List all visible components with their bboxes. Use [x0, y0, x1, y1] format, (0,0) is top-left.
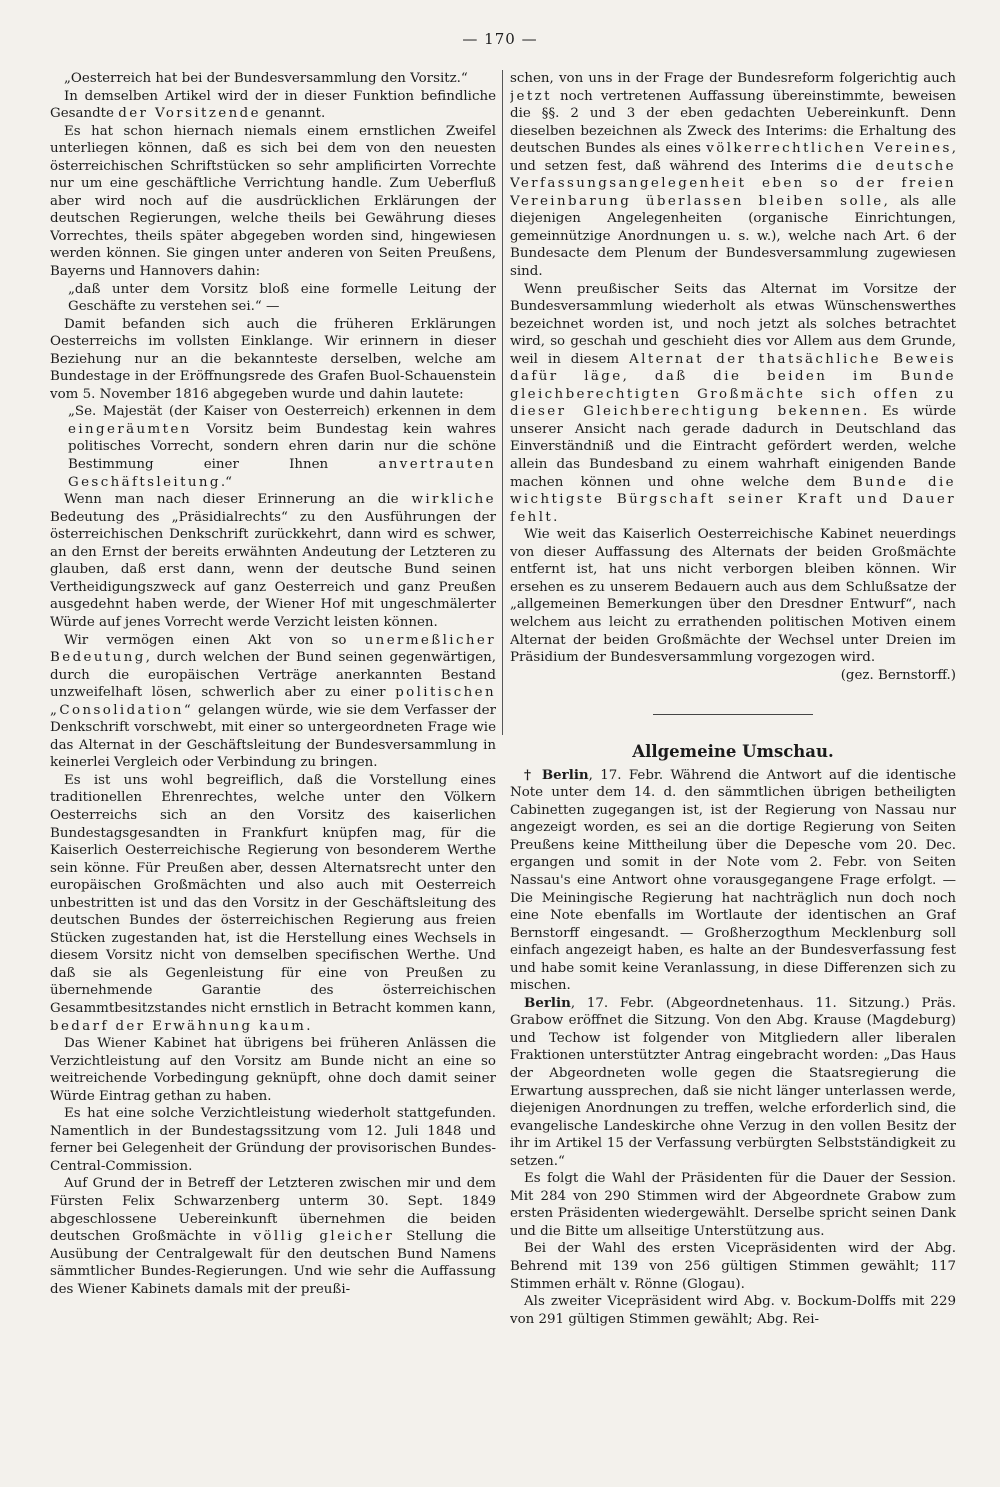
- news-item: † Berlin, 17. Febr. Während die Antwort auf die identische Note unter dem 14. d. den sämmtlichen übrigen betheiligten Cabinetten zugegangen ist, ist der Regierung von Nassau nur angezeigt worden, es sei an die dortige Regierung von Seiten Preußens keine Mittheilung über die Depesche vom 20. Dec. ergangen und somit in der Note vom 2. Febr. von Seiten Nassau's eine Antwort ohne vorausgegangene Frage erfolgt. — Die Meiningische Regierung hat nachträglich nun doch noch eine Note ebenfalls im Wortlaute der identischen an Graf Bernstorff eingesandt. — Großherzogthum Mecklenburg soll einfach angezeigt haben, es halte an der Bundesverfassung fest und habe somit keine Veranlassung, in diese Differenzen sich zu mischen.: [510, 766, 956, 994]
- paragraph: Bei der Wahl des ersten Vicepräsidenten wird der Abg. Behrend mit 139 von 256 gültigen Stimmen gewählt; 117 Stimmen erhält v. Rönne (Glogau).: [510, 1241, 956, 1292]
- paragraph: Wenn man nach dieser Erinnerung an die wirkliche Bedeutung des „Präsidialrechts“ zu den Ausführungen der österreichischen Denkschrift zurückkehrt, dann wird es schwer, an den Ernst der bereits erwähnten Andeutung der Letzteren zu glauben, daß erst dann, wenn der deutsche Bund seinen Vertheidigungszweck auf ganz Oesterreich und ganz Preußen ausgedehnt haben werde, der Wiener Hof mit ungeschmälerter Würde auf jenes Vorrecht werde Verzicht leisten können.: [50, 492, 496, 630]
- paragraph: Wenn preußischer Seits das Alternat im Vorsitze der Bundesversammlung wiederholt als etwas Wünschenswerthes bezeichnet worden ist, und noch jetzt als solches betrachtet wird, so geschah und geschieht dies vor Allem aus dem Grunde, weil in diesem Alternat der thatsächliche Beweis dafür läge, daß die beiden im Bunde gleichberechtigten Großmächte sich offen zu dieser Gleichberechtigung bekennen. Es würde unserer Ansicht nach gerade dadurch in Deutschland das Einverständniß und die Eintracht gefördert werden, welche allein das Bundesband zu einem wahrhaft einigenden Bande machen können und ohne welche dem Bunde die wichtigste Bürgschaft seiner Kraft und Dauer fehlt.: [510, 281, 956, 525]
- paragraph: Als zweiter Vicepräsident wird Abg. v. Bockum-Dolffs mit 229 von 291 gültigen Stimmen gewählt; Abg. Rei-: [510, 1294, 956, 1327]
- page-number: — 170 —: [462, 30, 538, 48]
- paragraph: Es ist uns wohl begreiflich, daß die Vorstellung eines traditionellen Ehrenrechtes, welche unter den Völkern Oesterreichs sich an den Vorsitz des kaiserlichen Bundestagsgesandten in Frankfurt knüpfen mag, für die Kaiserlich Oesterreichische Regierung von besonderem Werthe sein könne. Für Preußen aber, dessen Alternatsrecht unter den europäischen Großmächten und also auch mit Oesterreich unbestritten ist und das den Vorsitz in der Geschäftsleitung des deutschen Bundes der österreichischen Regierung aus freien Stücken zugestanden hat, ist die Herstellung eines Wechsels in diesem Vorsitz nicht von demselben specifischen Werthe. Und daß sie als Gegenleistung für eine von Preußen zu übernehmende Garantie des österreichischen Gesammtbesitzstandes nicht ernstlich in Betracht kommen kann, bedarf der Erwähnung kaum.: [50, 772, 496, 1034]
- right-column: [510, 70, 956, 1470]
- left-column: [50, 70, 496, 1470]
- quote: „Se. Majestät (der Kaiser von Oesterreich) erkennen in dem eingeräumten Vorsitz beim Bundestag kein wahres politisches Vorrecht, sondern ehren darin nur die schöne Bestimmung einer Ihnen anvertrauten Geschäftsleitung.“: [68, 404, 496, 490]
- signature: (gez. Bernstorff.): [840, 667, 956, 683]
- section-rule: [653, 714, 813, 715]
- paragraph: In demselben Artikel wird der in dieser Funktion befindliche Gesandte der Vorsitzende genannt.: [50, 88, 496, 122]
- paragraph: Wie weit das Kaiserlich Oesterreichische Kabinet neuerdings von dieser Auffassung des Alternats der beiden Großmächte entfernt ist, hat uns nicht verborgen bleiben können. Wir ersehen es zu unserem Bedauern auch aus dem Schlußsatze der „allgemeinen Bemerkungen über den Dresdner Entwurf“, nach welchem aus leicht zu errathenden politischen Motiven einem Alternat der beiden Großmächte der Wechsel unter Dreien im Präsidium der Bundesversammlung vorgezogen wird.: [510, 527, 956, 666]
- paragraph: „Oesterreich hat bei der Bundesversammlung den Vorsitz.“: [64, 71, 468, 86]
- paragraph: Es folgt die Wahl der Präsidenten für die Dauer der Session. Mit 284 von 290 Stimmen wird der Abgeordnete Grabow zum ersten Präsidenten wiedergewählt. Derselbe spricht seinen Dank und die Bitte um allseitige Unterstützung aus.: [510, 1171, 956, 1239]
- section-heading: Allgemeine Umschau.: [632, 742, 834, 762]
- paragraph: schen, von uns in der Frage der Bundesreform folgerichtig auch jetzt noch vertretenen Auffassung übereinstimmte, beweisen die §§. 2 und 3 der eben gedachten Uebereinkunft. Denn dieselben bezeichnen als Zweck des Interims: die Erhaltung des deutschen Bundes als eines völkerrechtlichen Vereines, und setzen fest, daß während des Interims die deutsche Verfassungsangelegenheit eben so der freien Vereinbarung überlassen bleiben solle, als alle diejenigen Angelegenheiten (organische Einrichtungen, gemeinnützige Anordnungen u. s. w.), welche nach Art. 6 der Bundesacte dem Plenum der Bundesversammlung zugewiesen sind.: [510, 71, 956, 280]
- paragraph: Es hat schon hiernach niemals einem ernstlichen Zweifel unterliegen können, daß es sich bei dem von den neuesten österreichischen Schriftstücken so sehr amplificirten Vorrechte nur um eine geschäftliche Verrichtung handle. Zum Ueberfluß aber wird noch auf die ausdrücklichen Erklärungen der deutschen Regierungen, welche theils bei Gewährung dieses Vorrechtes, theils später abgegeben worden sind, hingewiesen werden können. Sie gingen unter anderen von Seiten Preußens, Bayerns und Hannovers dahin:: [50, 123, 496, 280]
- paragraph: Das Wiener Kabinet hat übrigens bei früheren Anlässen die Verzichtleistung auf den Vorsitz am Bunde nicht an eine so weitreichende Vorbedingung geknüpft, ohne doch damit seiner Würde Eintrag gethan zu haben.: [50, 1036, 496, 1104]
- paragraph: Es hat eine solche Verzichtleistung wiederholt stattgefunden. Namentlich in der Bundestagssitzung vom 12. Juli 1848 und ferner bei Gelegenheit der Gründung der provisorischen Bundes-Central-Commission.: [50, 1106, 496, 1174]
- paragraph: Wir vermögen einen Akt von so unermeßlicher Bedeutung, durch welchen der Bund seinen gegenwärtigen, durch die europäischen Verträge anerkannten Bestand unzweifelhaft lösen, schwerlich aber zu einer politischen „Consolidation“ gelangen würde, wie sie dem Verfasser der Denkschrift vorschwebt, mit einer so untergeordneten Frage wie das Alternat in der Geschäftsleitung der Bundesversammlung in keinerlei Vergleich oder Verbindung zu bringen.: [50, 632, 496, 771]
- paragraph: Damit befanden sich auch die früheren Erklärungen Oesterreichs im vollsten Einklange. Wir erinnern in dieser Beziehung nur an die bekannteste derselben, welche am Bundestage in der Eröffnungsrede des Grafen Buol-Schauenstein vom 5. November 1816 abgegeben wurde und dahin lautete:: [50, 316, 496, 402]
- column-divider: [502, 70, 503, 735]
- paragraph: Auf Grund der in Betreff der Letzteren zwischen mir und dem Fürsten Felix Schwarzenberg unterm 30. Sept. 1849 abgeschlossene Uebereinkunft übernehmen die beiden deutschen Großmächte in völlig gleicher Stellung die Ausübung der Centralgewalt für den deutschen Bund Namens sämmtlicher Bundes-Regierungen. Und wie sehr die Auffassung des Wiener Kabinets damals mit der preußi-: [50, 1176, 496, 1297]
- news-item: Berlin, 17. Febr. (Abgeordnetenhaus. 11. Sitzung.) Präs. Grabow eröffnet die Sitzung. Von den Abg. Krause (Magdeburg) und Techow ist folgender von Mitgliedern aller liberalen Fraktionen unterstützter Antrag eingebracht worden: „Das Haus der Abgeordneten wolle gegen die Staatsregierung die Erwartung aussprechen, daß sie nicht länger unterlassen werde, diejenigen Anordnungen zu treffen, welche erforderlich sind, die evangelische Landeskirche ohne Verzug in den vollen Besitz der ihr im Artikel 15 der Verfassung verbürgten Selbstständigkeit zu setzen.“: [510, 994, 956, 1169]
- quote: „daß unter dem Vorsitz bloß eine formelle Leitung der Geschäfte zu verstehen sei.“ —: [68, 281, 496, 315]
